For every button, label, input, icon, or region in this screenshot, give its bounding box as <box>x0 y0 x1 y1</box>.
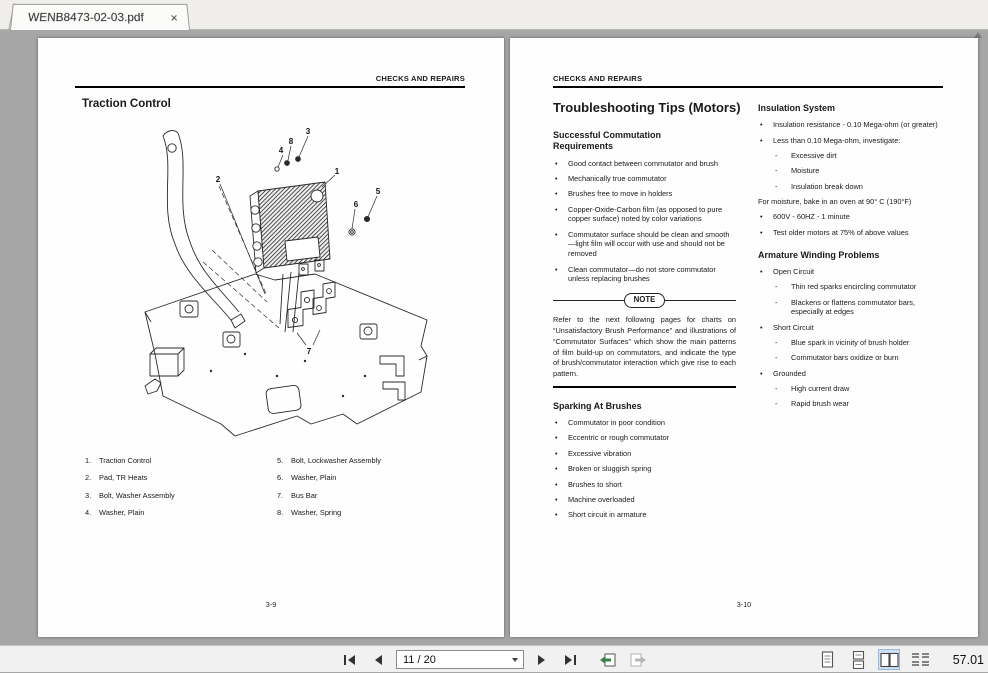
viewer-toolbar <box>0 645 988 672</box>
callout-6: 6 <box>353 200 359 209</box>
view-controls <box>816 646 984 673</box>
callout-2: 2 <box>215 175 221 184</box>
dash-item: - High current draw <box>758 384 944 394</box>
callout-7: 7 <box>306 347 312 356</box>
page-dropdown-icon[interactable] <box>512 658 518 662</box>
bullet-item: • Excessive vibration <box>553 449 736 459</box>
bullet-item: • Short circuit in armature <box>553 510 736 520</box>
bullet-item: • Commutator surface should be clean and smooth—light film will occur with use and should not be removed <box>553 230 736 259</box>
next-page-button[interactable] <box>532 650 552 670</box>
column-left <box>553 130 736 526</box>
callout-8: 8 <box>288 137 294 146</box>
bullet-item: • Less than 0.10 Mega-ohm, investigate: <box>758 136 944 146</box>
document-tab[interactable] <box>10 4 190 30</box>
dash-item: - Commutator bars oxidize or burn <box>758 353 944 363</box>
plain-item: For moisture, bake in an oven at 90° C (190°F) <box>758 197 912 207</box>
section-heading: Armature Winding Problems <box>758 249 880 260</box>
bullet-item: • 600V - 60HZ - 1 minute <box>758 212 944 222</box>
close-icon[interactable]: × <box>169 10 179 25</box>
part-item: 1. Traction Control <box>85 456 152 465</box>
dash-item: - Insulation break down <box>758 182 944 192</box>
dash-item: - Moisture <box>758 166 944 176</box>
left-page-header: CHECKS AND REPAIRS <box>75 74 465 88</box>
callout-4: 4 <box>278 146 284 155</box>
dash-item: - Rapid brush wear <box>758 399 944 409</box>
continuous-two-page-view-button[interactable] <box>909 649 931 670</box>
previous-view-icon <box>599 652 617 668</box>
bullet-item: • Clean commutator—do not store commutator unless replacing brushes <box>553 265 736 285</box>
part-item: 2. Pad, TR Heats <box>85 473 148 483</box>
bullet-item: • Copper-Oxide-Carbon film (as opposed to pure copper surface) noted by color variations <box>553 205 736 225</box>
part-item: 7. Bus Bar <box>277 490 318 500</box>
page-number-input[interactable] <box>396 650 524 669</box>
previous-page-icon <box>373 654 383 666</box>
bullet-item: • Test older motors at 75% of above values <box>758 228 944 238</box>
first-page-icon <box>343 654 357 666</box>
dash-item: - Thin red sparks encircling commutator <box>758 282 944 292</box>
bullet-item: • Grounded <box>758 369 944 379</box>
bullet-item: • Broken or sluggish spring <box>553 464 736 474</box>
right-page-number: 3-10 <box>736 600 752 609</box>
next-view-icon <box>629 652 647 668</box>
two-page-view-icon <box>880 652 899 668</box>
part-item: 5. Bolt, Lockwasher Assembly <box>277 456 381 465</box>
bullet-item: • Insulation resistance - 0.10 Mega-ohm (or greater) <box>758 120 944 130</box>
bullet-item: • Open Circuit <box>758 267 944 277</box>
continuous-view-icon <box>851 651 866 669</box>
left-page-title: Traction Control <box>82 98 171 110</box>
page-navigation <box>340 646 648 673</box>
single-page-view-icon <box>820 651 835 668</box>
column-right <box>758 103 944 415</box>
tab-title: WENB8473-02-03.pdf <box>27 10 145 25</box>
part-item: 8. Washer, Spring <box>277 508 342 518</box>
part-item: 4. Washer, Plain <box>85 508 145 518</box>
part-item: 6. Washer, Plain <box>277 473 337 483</box>
section-heading: Sparking At Brushes <box>553 400 642 411</box>
callout-5: 5 <box>375 187 381 196</box>
part-item: 3. Bolt, Washer Assembly <box>85 490 175 500</box>
pdf-page-right <box>510 38 978 637</box>
bullet-item: • Brushes to short <box>553 480 736 490</box>
tab-bar <box>0 0 988 30</box>
bullet-item: • Brushes free to move in holders <box>553 189 736 199</box>
last-page-icon <box>563 654 577 666</box>
zoom-level-value: 57.01 <box>952 652 984 667</box>
continuous-view-button[interactable] <box>847 649 869 670</box>
pdf-page-left <box>38 38 504 637</box>
section-heading: Insulation System <box>758 103 836 113</box>
dash-item: - Blackens or flattens commutator bars, especially at edges <box>758 298 944 318</box>
note-paragraph: Refer to the next following pages for charts on “Unsatisfactory Brush Performance” and illustrations of “Commutator Surfaces” which show the main patterns of film build-up on commutators, and indicate the type of brush/commutator interaction which give rise to each pattern. <box>553 315 736 387</box>
bullet-item: • Short Circuit <box>758 323 944 333</box>
single-page-view-button[interactable] <box>816 649 838 670</box>
dash-item: - Excessive dirt <box>758 151 944 161</box>
right-page-title: Troubleshooting Tips (Motors) <box>553 100 741 115</box>
two-page-view-button[interactable] <box>878 649 900 670</box>
callout-1: 1 <box>334 167 340 176</box>
previous-page-button[interactable] <box>368 650 388 670</box>
next-view-button[interactable] <box>628 650 648 670</box>
note-label: NOTE <box>624 293 666 308</box>
section-heading: Successful Commutation Requirements <box>553 130 662 152</box>
left-page-number: 3-9 <box>265 600 277 609</box>
bullet-item: • Mechanically true commutator <box>553 174 736 184</box>
traction-control-diagram <box>115 124 505 454</box>
next-page-icon <box>537 654 547 666</box>
right-page-header: CHECKS AND REPAIRS <box>553 74 943 88</box>
dash-item: - Blue spark in vicinity of brush holder <box>758 338 944 348</box>
bullet-item: • Machine overloaded <box>553 495 736 505</box>
callout-3: 3 <box>305 127 311 136</box>
continuous-two-page-view-icon <box>911 652 930 668</box>
first-page-button[interactable] <box>340 650 360 670</box>
last-page-button[interactable] <box>560 650 580 670</box>
page-indicator-value: 11 / 20 <box>403 653 436 666</box>
previous-view-button[interactable] <box>598 650 618 670</box>
document-area <box>0 30 988 645</box>
bullet-item: • Eccentric or rough commutator <box>553 433 736 443</box>
bullet-item: • Good contact between commutator and brush <box>553 159 736 169</box>
note-callout <box>553 293 736 308</box>
bullet-item: • Commutator in poor condition <box>553 418 736 428</box>
